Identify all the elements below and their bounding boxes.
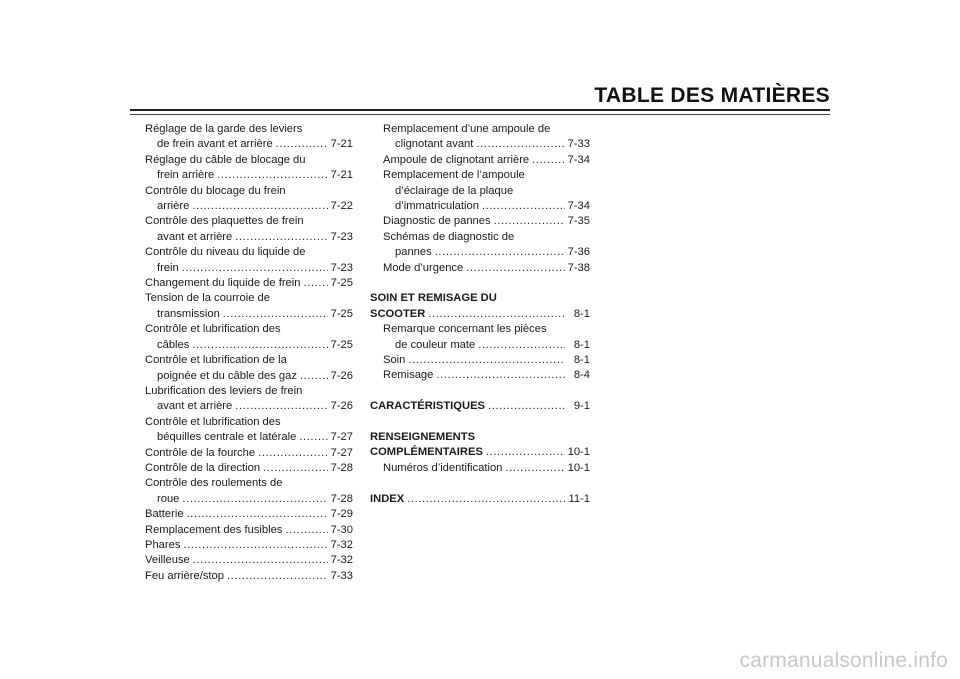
toc-page-number: 9-1 [573,400,590,413]
toc-entry[interactable] [145,230,353,245]
toc-entry-title: d’éclairage de la plaque [395,184,514,197]
toc-entry[interactable] [370,461,590,476]
header-rule-thin [130,114,830,115]
toc-entry-text: Numéros d’identification [383,461,503,474]
toc-entry[interactable] [145,538,353,553]
toc-page-number: 7-29 [330,508,353,521]
toc-entry-title: Réglage du câble de blocage du [145,153,306,166]
dot-leader [182,492,327,507]
toc-entry-text: Contrôle de la direction [145,461,261,474]
toc-entry[interactable] [145,492,353,507]
dot-leader [183,538,327,553]
toc-page-number: 7-34 [567,200,590,213]
toc-page-number: 8-1 [573,338,590,351]
toc-entry[interactable] [145,461,353,476]
toc-section-entry[interactable] [370,445,590,460]
toc-entry[interactable] [145,199,353,214]
toc-section-entry[interactable] [370,307,590,322]
toc-entry[interactable] [145,261,353,276]
dot-leader [192,338,327,353]
toc-entry-title: Contrôle et lubrification des [145,415,281,428]
toc-entry-title: Contrôle et lubrification des [145,323,281,336]
toc-entry[interactable] [370,153,590,168]
toc-entry[interactable] [145,369,353,384]
toc-page-number: 7-28 [330,492,353,505]
toc-page-number: 8-1 [573,354,590,367]
dot-leader [476,137,564,152]
toc-entry[interactable] [370,137,590,152]
toc-entry-title: Remarque concernant les pièces [383,323,547,336]
toc-entry-text: Remplacement des fusibles [145,523,283,536]
toc-page-number: 7-23 [330,261,353,274]
dot-leader [407,492,565,507]
dot-leader [466,261,564,276]
toc-entry[interactable] [145,168,353,183]
dot-leader [258,446,328,461]
toc-entry-text: Feu arrière/stop [145,569,224,582]
dot-leader [299,430,327,445]
section-gap [370,415,590,430]
toc-entry-text: Remisage [383,369,434,382]
dot-leader [276,137,328,152]
dot-leader [478,338,565,353]
toc-page-number: 7-34 [567,153,590,166]
toc-entry-title: Schémas de diagnostic de [383,230,515,243]
toc-section-entry[interactable] [370,399,590,414]
toc-entry-title: Tension de la courroie de [145,292,271,305]
toc-entry[interactable] [370,245,590,260]
dot-leader [235,230,327,245]
toc-page-number: 7-23 [330,230,353,243]
toc-page-number: 8-1 [573,307,590,320]
toc-entry-text: pannes [395,246,432,259]
dot-leader [486,445,565,460]
toc-entry-text: câbles [157,338,190,351]
toc-entry[interactable] [145,276,353,291]
toc-entry[interactable] [145,569,353,584]
toc-section-text: SCOOTER [370,307,426,320]
toc-page-number: 7-33 [567,138,590,151]
toc-page-number: 10-1 [567,461,590,474]
toc-page-number: 7-38 [567,261,590,274]
dot-leader [263,461,328,476]
dot-leader [235,399,327,414]
toc-entry[interactable] [145,446,353,461]
dot-leader [304,276,328,291]
toc-entry-text: Contrôle de la fourche [145,446,256,459]
watermark: carmanualsonline.info [739,649,948,672]
toc-page-number: 7-27 [330,446,353,459]
toc-section-heading: RENSEIGNEMENTS [370,431,476,444]
dot-leader [435,245,565,260]
toc-entry-title: Contrôle du blocage du frein [145,184,286,197]
toc-entry[interactable] [370,261,590,276]
toc-page-number: 7-22 [330,200,353,213]
toc-entry-title: Contrôle du niveau du liquide de [145,246,306,259]
toc-section-text: INDEX [370,492,405,505]
header-rule-thick [130,109,830,111]
toc-entry[interactable] [370,368,590,383]
section-gap [370,276,590,291]
toc-section-text: CARACTÉRISTIQUES [370,400,485,413]
toc-entry-text: de frein avant et arrière [157,138,273,151]
toc-entry-text: béquilles centrale et latérale [157,431,297,444]
toc-entry[interactable] [145,430,353,445]
toc-entry-text: avant et arrière [157,400,233,413]
toc-entry-text: avant et arrière [157,230,233,243]
dot-leader [182,261,328,276]
section-gap [370,476,590,491]
toc-page-number: 7-32 [330,554,353,567]
toc-entry-text: poignée et du câble des gaz [157,369,297,382]
toc-entry[interactable] [145,523,353,538]
toc-page-number: 7-25 [330,307,353,320]
toc-entry-text: Changement du liquide de frein [145,277,301,290]
toc-entry-text: frein arrière [157,169,215,182]
toc-entry-title: Remplacement d’une ampoule de [383,123,551,135]
toc-entry-title: Lubrification des leviers de frein [145,384,303,397]
toc-right-column [370,122,590,507]
toc-entry[interactable] [370,338,590,353]
toc-page-number: 7-30 [330,523,353,536]
toc-entry-text: Veilleuse [145,554,190,567]
dot-leader [428,307,565,322]
dot-leader [193,553,328,568]
dot-leader [532,153,564,168]
toc-page-number: 7-33 [330,569,353,582]
toc-entry[interactable] [145,553,353,568]
dot-leader [227,569,328,584]
toc-page-number: 7-35 [567,215,590,228]
section-gap [370,384,590,399]
toc-entry-title: Contrôle et lubrification de la [145,354,287,367]
dot-leader [223,307,328,322]
toc-entry-text: Soin [383,354,406,367]
toc-entry-text: Phares [145,538,181,551]
toc-page-number: 7-26 [330,400,353,413]
toc-page-number: 7-25 [330,338,353,351]
toc-entry-title: Contrôle des roulements de [145,477,283,490]
toc-section-entry[interactable] [370,492,590,507]
toc-page-number: 7-32 [330,538,353,551]
toc-entry[interactable] [145,507,353,522]
toc-entry[interactable] [145,399,353,414]
dot-leader [482,199,565,214]
toc-page-number: 8-4 [573,369,590,382]
toc-entry[interactable] [145,307,353,322]
toc-page-number: 7-21 [330,138,353,151]
toc-entry-text: de couleur mate [395,338,476,351]
toc-section-heading: SOIN ET REMISAGE DU [370,292,497,305]
dot-leader [436,368,565,383]
toc-entry[interactable] [370,353,590,368]
toc-entry-title: Remplacement de l’ampoule [383,169,525,182]
toc-entry-text: Batterie [145,508,184,521]
dot-leader [494,214,565,229]
dot-leader [505,461,564,476]
toc-entry-text: d’immatriculation [395,200,479,213]
toc-page-number: 7-36 [567,246,590,259]
toc-page-number: 7-25 [330,277,353,290]
page-title: TABLE DES MATIÈRES [594,84,830,107]
toc-page-number: 7-26 [330,369,353,382]
toc-page-number: 7-28 [330,461,353,474]
toc-entry-text: Ampoule de clignotant arrière [383,153,530,166]
toc-page-number: 7-21 [330,169,353,182]
toc-entry-text: Mode d’urgence [383,261,464,274]
toc-entry-text: clignotant avant [395,138,474,151]
toc-page-number: 11-1 [568,492,590,505]
toc-entry[interactable] [145,137,353,152]
dot-leader [488,399,565,414]
dot-leader [192,199,327,214]
toc-entry[interactable] [370,214,590,229]
toc-entry-text: frein [157,261,179,274]
dot-leader [408,353,565,368]
toc-entry-title: Réglage de la garde des leviers [145,123,303,135]
toc-entry-title: Contrôle des plaquettes de frein [145,215,304,228]
toc-entry-text: roue [157,492,180,505]
toc-entry[interactable] [370,199,590,214]
toc-entry[interactable] [145,338,353,353]
toc-section-text: COMPLÉMENTAIRES [370,446,483,459]
toc-entry-text: transmission [157,307,220,320]
toc-entry-text: arrière [157,200,190,213]
toc-page-number: 7-27 [330,431,353,444]
toc-left-column [145,122,353,584]
toc-entry-text: Diagnostic de pannes [383,215,491,228]
dot-leader [300,369,328,384]
toc-page-number: 10-1 [567,446,590,459]
dot-leader [285,523,327,538]
dot-leader [217,168,327,183]
dot-leader [187,507,328,522]
